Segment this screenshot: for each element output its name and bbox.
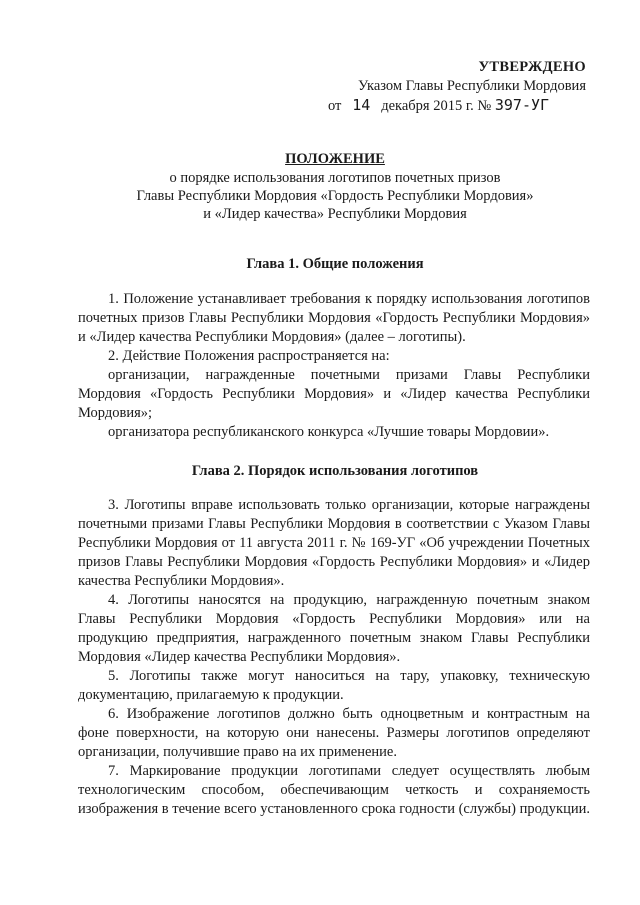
paragraph-2: 2. Действие Положения распространяется на: (108, 348, 390, 364)
document-subtitle-line-3: и «Лидер качества» Республики Мордовия (203, 206, 467, 222)
paragraph-5: 5. Логотипы также могут наноситься на тару, упаковку, техническую документацию, прилагаемую к продукции. (78, 668, 590, 703)
document-subtitle-line-1: о порядке использования логотипов почетных призов (169, 170, 501, 186)
paragraph-3: 3. Логотипы вправе использовать только организации, которые награждены почетными призами Главы Республики Мордовия в соответствии с Указом Главы Республики Мордовия от 11 августа 2011 г. № 169-УГ «Об учреждении Почетных призов Главы Республики Мордовия «Гордость Республики Мордовия» и «Лидер качества Республики Мордовия». (78, 497, 590, 589)
paragraph-1: 1. Положение устанавливает требования к порядку использования логотипов почетных призов Главы Республики Мордовия «Гордость Республики Мордовия» и «Лидер качества Республики Мордовия» (далее – логотипы). (78, 291, 590, 345)
from-label: от (328, 98, 342, 114)
paragraph-7: 7. Маркирование продукции логотипами следует осуществлять любым технологическим способом, обеспечивающим четкость и сохраняемость изображения в течение всего установленного срока годности (службы) продукции. (78, 763, 590, 817)
paragraph-2-item-2: организатора республиканского конкурса «Лучшие товары Мордовии». (108, 424, 550, 440)
document-title: ПОЛОЖЕНИЕ (285, 151, 385, 167)
decree-month-year: декабря 2015 г. № (381, 98, 492, 114)
decree-date-line (326, 96, 586, 116)
document-title-block (80, 150, 590, 223)
paragraph-2-item-1: организации, награжденные почетными призами Главы Республики Мордовия «Гордость Республики Мордовия» и «Лидер качества Республики Мордовия»; (78, 367, 590, 421)
approved-heading: УТВЕРЖДЕНО (478, 59, 586, 75)
chapter-2-heading: Глава 2. Порядок использования логотипов (191, 463, 479, 479)
paragraph-4: 4. Логотипы наносятся на продукцию, награжденную почетным знаком Главы Республики Мордовия «Гордость Республики Мордовия» или на продукцию предприятия, награжденного почетным знаком Главы Республики Мордовия «Лидер качества Республики Мордовия». (78, 592, 590, 665)
decree-number: 397-УГ (494, 96, 550, 114)
chapter-1-body (78, 290, 590, 442)
chapter-1-heading: Глава 1. Общие положения (246, 256, 424, 272)
approval-stamp (326, 58, 586, 116)
decree-line: Указом Главы Республики Мордовия (358, 78, 586, 94)
document-subtitle-line-2: Главы Республики Мордовия «Гордость Республики Мордовия» (136, 188, 534, 204)
paragraph-6: 6. Изображение логотипов должно быть одноцветным и контрастным на фоне поверхности, на которую они нанесены. Размеры логотипов определяют организации, получившие право на их применение. (78, 706, 590, 760)
decree-day: 14 (352, 96, 371, 114)
chapter-2-body (78, 496, 590, 819)
